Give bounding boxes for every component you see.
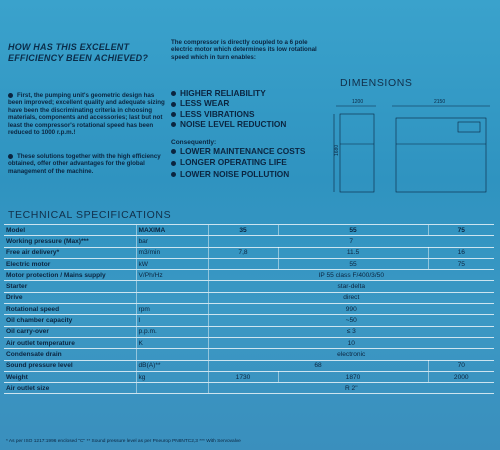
spec-unit: p.p.m.	[136, 326, 208, 337]
spec-label: Electric motor	[4, 258, 136, 269]
spec-unit: kg	[136, 371, 208, 382]
width-right-label: 2150	[434, 99, 446, 105]
header-model-55: 55	[278, 225, 428, 236]
spec-value-75: 2000	[428, 371, 494, 382]
header-model-35: 35	[208, 225, 278, 236]
spec-unit: l	[136, 315, 208, 326]
specs-table-wrap	[4, 224, 495, 438]
footnote: * As per ISO 1217:1996 enclosed "C" ** Sound pressure level as per Pneurop PN8NTC2,3 *** With Servovalve	[6, 439, 241, 444]
bullet-icon	[8, 154, 13, 159]
dimensions-title: DIMENSIONS	[340, 77, 413, 89]
spec-label: Free air delivery*	[4, 247, 136, 258]
header-model-75: 75	[428, 225, 494, 236]
bullet-icon	[171, 149, 176, 154]
spec-label: Oil chamber capacity	[4, 315, 136, 326]
benefit-item: LESS WEAR	[171, 98, 331, 108]
spec-unit: bar	[136, 236, 208, 247]
spec-value-75: 75	[428, 258, 494, 269]
table-row	[4, 247, 494, 258]
bullet-icon	[171, 122, 176, 127]
spec-value-all-models: 990	[208, 304, 494, 315]
spec-value-35	[208, 258, 278, 269]
spec-value-all-models: star-delta	[208, 281, 494, 292]
spec-label: Air outlet size	[4, 383, 136, 394]
table-row	[4, 281, 494, 292]
spec-value-all-models: ~50	[208, 315, 494, 326]
table-row	[4, 326, 494, 337]
header-label: Model	[4, 225, 136, 236]
width-left-label: 1200	[352, 99, 364, 105]
spec-label: Starter	[4, 281, 136, 292]
result-item: LOWER MAINTENANCE COSTS	[171, 146, 305, 157]
control-panel	[458, 122, 480, 132]
spec-unit	[136, 349, 208, 360]
spec-unit	[136, 383, 208, 394]
spec-unit: rpm	[136, 304, 208, 315]
spec-label: Oil carry-over	[4, 326, 136, 337]
compressor-description: The compressor is directly coupled to a 6 pole electric motor which determines its low rotational speed which in turn enables:	[171, 39, 317, 61]
benefits-list	[171, 88, 331, 129]
specs-title: TECHNICAL SPECIFICATIONS	[8, 209, 172, 221]
spec-value-55: 11.5	[278, 247, 428, 258]
spec-label: Air outlet temperature	[4, 337, 136, 348]
bullet-icon	[8, 93, 13, 98]
bullet-icon	[171, 172, 176, 177]
spec-unit: kW	[136, 258, 208, 269]
spec-unit: dB(A)**	[136, 360, 208, 371]
spec-unit: m3/min	[136, 247, 208, 258]
bullet-icon	[171, 161, 176, 166]
table-header-row	[4, 225, 494, 236]
table-row	[4, 304, 494, 315]
spec-label: Working pressure (Max)***	[4, 236, 136, 247]
table-row	[4, 360, 494, 371]
spec-value-all-models: IP 55 class F/400/3/50	[208, 270, 494, 281]
spec-label: Weight	[4, 371, 136, 382]
spec-value-all-models: direct	[208, 292, 494, 303]
bullet-icon	[171, 91, 176, 96]
benefit-item: LESS VIBRATIONS	[171, 109, 331, 119]
spec-value-35-55: 68	[208, 360, 428, 371]
side-view	[396, 118, 486, 192]
front-view	[340, 114, 374, 192]
spec-label: Drive	[4, 292, 136, 303]
spec-unit	[136, 292, 208, 303]
section-heading: HOW HAS THIS EXCELENT EFFICIENCY BEEN ACHIEVED?	[8, 42, 149, 63]
table-row	[4, 371, 494, 382]
spec-value-all-models: 10	[208, 337, 494, 348]
results-list	[171, 146, 305, 180]
table-row	[4, 258, 494, 269]
consequently-label: Consequently:	[171, 139, 217, 146]
dimensions-drawing	[330, 92, 495, 204]
spec-label: Motor protection / Mains supply	[4, 270, 136, 281]
result-item: LONGER OPERATING LIFE	[171, 157, 305, 168]
table-row	[4, 349, 494, 360]
spec-value-55: 1870	[278, 371, 428, 382]
benefit-item: HIGHER RELIABILITY	[171, 88, 331, 98]
paragraph-geometric-design: First, the pumping unit's geometric design has been improved; excellent quality and adequate sizing have been the discriminating criteria in choosing materials, components and accessories; last but not least the compressor's rotational speed has been reduced to 1000 r.p.m.!	[8, 92, 165, 137]
spec-value-all-models: electronic	[208, 349, 494, 360]
spec-unit: K	[136, 337, 208, 348]
benefit-item: NOISE LEVEL REDUCTION	[171, 119, 331, 129]
spec-value-all-models: R 2"	[208, 383, 494, 394]
bullet-icon	[171, 102, 176, 107]
spec-unit	[136, 281, 208, 292]
spec-value-35: 7,8	[208, 247, 278, 258]
table-row	[4, 270, 494, 281]
spec-label: Condensate drain	[4, 349, 136, 360]
table-row	[4, 236, 494, 247]
spec-value-all-models: ≤ 3	[208, 326, 494, 337]
spec-unit: V/Ph/Hz	[136, 270, 208, 281]
spec-value-75: 16	[428, 247, 494, 258]
paragraph-advantages: These solutions together with the high efficiency obtained, offer other advantages for the global management of the machine.	[8, 153, 161, 175]
spec-value-35: 1730	[208, 371, 278, 382]
spec-value-55: 55	[278, 258, 428, 269]
table-row	[4, 383, 494, 394]
header-unit: MAXIMA	[136, 225, 208, 236]
bullet-icon	[171, 112, 176, 117]
spec-label: Sound pressure level	[4, 360, 136, 371]
table-row	[4, 337, 494, 348]
table-row	[4, 315, 494, 326]
spec-value-all-models: 7	[208, 236, 494, 247]
specs-table	[4, 224, 494, 394]
intro-section	[0, 0, 500, 210]
result-item: LOWER NOISE POLLUTION	[171, 169, 305, 180]
height-label: 1680	[334, 144, 340, 156]
table-row	[4, 292, 494, 303]
spec-label: Rotational speed	[4, 304, 136, 315]
spec-value-75: 70	[428, 360, 494, 371]
